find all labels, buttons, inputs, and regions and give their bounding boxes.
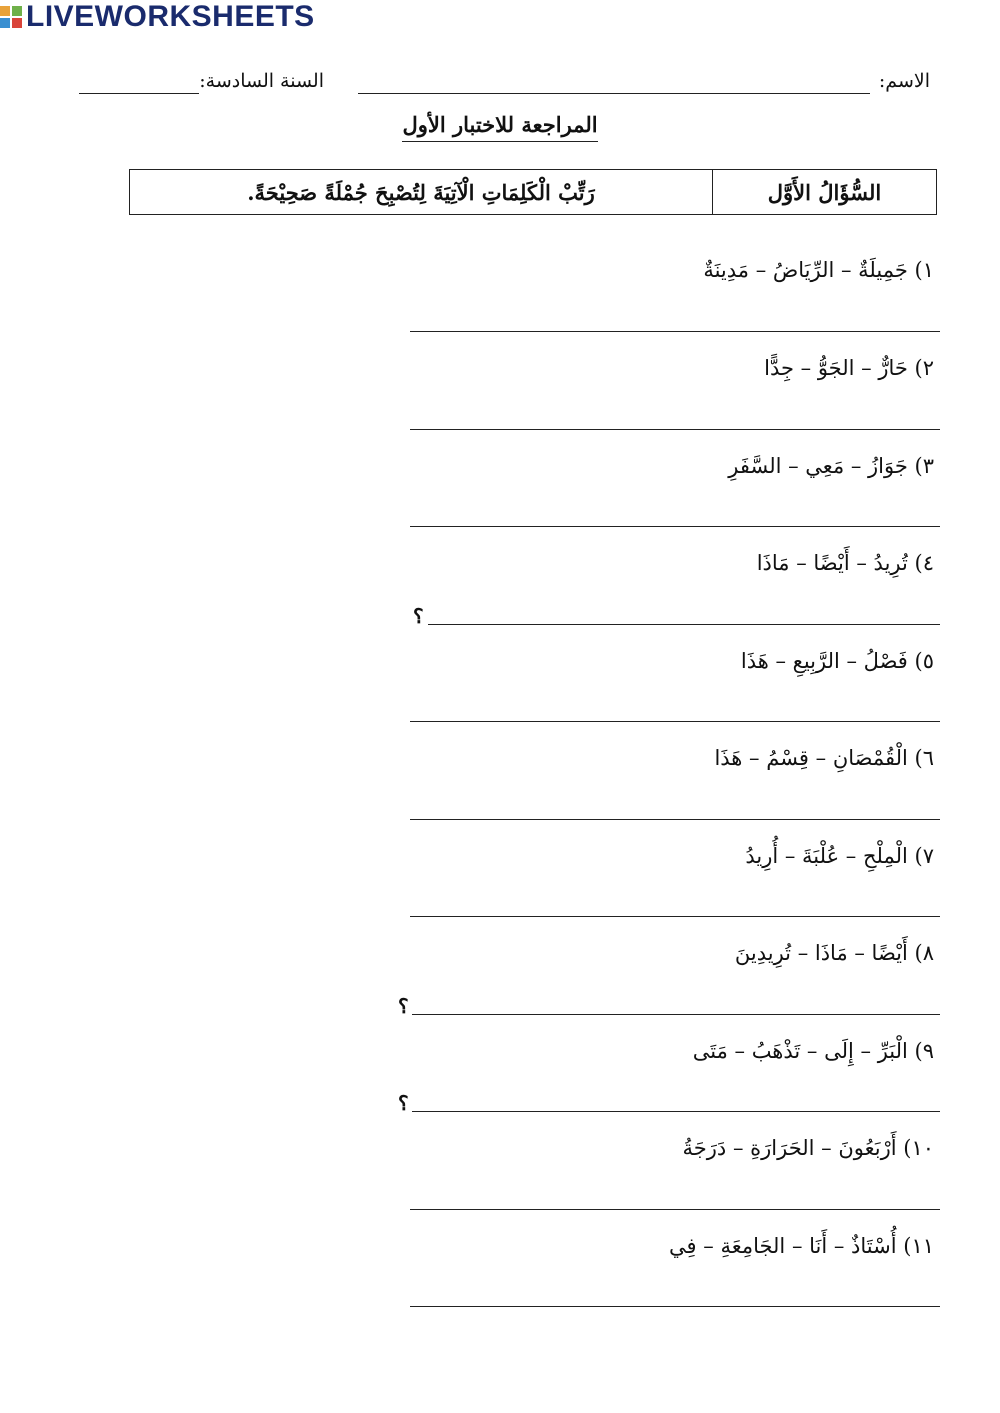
item-prompt: ٢) حَارٌّ – الجَوُّ – جِدًّا — [764, 356, 934, 380]
logo-block — [0, 18, 10, 28]
answer-line[interactable] — [412, 1014, 940, 1015]
logo-block — [12, 18, 22, 28]
answer-line[interactable] — [410, 429, 940, 430]
item-prompt: ٨) أَيْضًا – مَاذَا – تُرِيدِينَ — [734, 941, 934, 965]
item-prompt: ٤) تُرِيدُ – أَيْضًا – مَاذَا — [756, 551, 934, 575]
answer-line[interactable] — [410, 1209, 940, 1210]
question-mark: ؟ — [413, 604, 424, 628]
question-mark: ؟ — [398, 1091, 409, 1115]
item-prompt: ٣) جَوَازُ – مَعِي – السَّفَرِ — [728, 454, 934, 478]
answer-line[interactable] — [410, 331, 940, 332]
item-prompt: ٩) الْبَرِّ – إِلَى – تَذْهَبُ – مَتَى — [692, 1039, 934, 1063]
logo-text: LIVEWORKSHEETS — [26, 0, 315, 33]
name-field[interactable] — [358, 93, 870, 94]
logo-blocks-icon — [0, 6, 22, 28]
answer-line[interactable] — [412, 1111, 940, 1112]
answer-line[interactable] — [410, 819, 940, 820]
grade-field[interactable] — [79, 93, 199, 94]
item-prompt: ٥) فَصْلُ – الرَّبِيعِ – هَذَا — [740, 649, 934, 673]
answer-line[interactable] — [410, 1306, 940, 1307]
question-instruction: رَتِّبْ الْكَلِمَاتِ الْآتِيَةَ لِتُصْبِحَ جُمْلَةً صَحِيْحَةً. — [247, 179, 595, 205]
item-prompt: ١) جَمِيلَةٌ – الرِّيَاضُ – مَدِينَةٌ — [703, 258, 934, 282]
item-prompt: ١٠) أَرْبَعُونَ – الحَرَارَةِ – دَرَجَةُ — [682, 1136, 934, 1160]
question-header-box — [129, 169, 937, 215]
logo-block — [12, 6, 22, 16]
item-prompt: ١١) أُسْتَاذٌ – أَنَا – الجَامِعَةِ – فِي — [669, 1234, 934, 1258]
item-prompt: ٦) الْقُمْصَانِ – قِسْمُ – هَذَا — [714, 746, 934, 770]
answer-line[interactable] — [428, 624, 940, 625]
grade-label: السنة السادسة: — [199, 70, 324, 92]
page-title: المراجعة للاختبار الأول — [402, 112, 597, 142]
answer-line[interactable] — [410, 526, 940, 527]
logo-block — [0, 6, 10, 16]
answer-line[interactable] — [410, 916, 940, 917]
answer-line[interactable] — [410, 721, 940, 722]
question-mark: ؟ — [398, 994, 409, 1018]
liveworksheets-logo[interactable] — [0, 0, 1000, 34]
question-heading: السُّؤَالُ الأَوَّل — [712, 170, 936, 214]
item-prompt: ٧) الْمِلْحِ – عُلْبَةَ – أُرِيدُ — [745, 844, 934, 868]
page-title-wrapper — [0, 112, 1000, 142]
name-label: الاسم: — [878, 70, 930, 92]
